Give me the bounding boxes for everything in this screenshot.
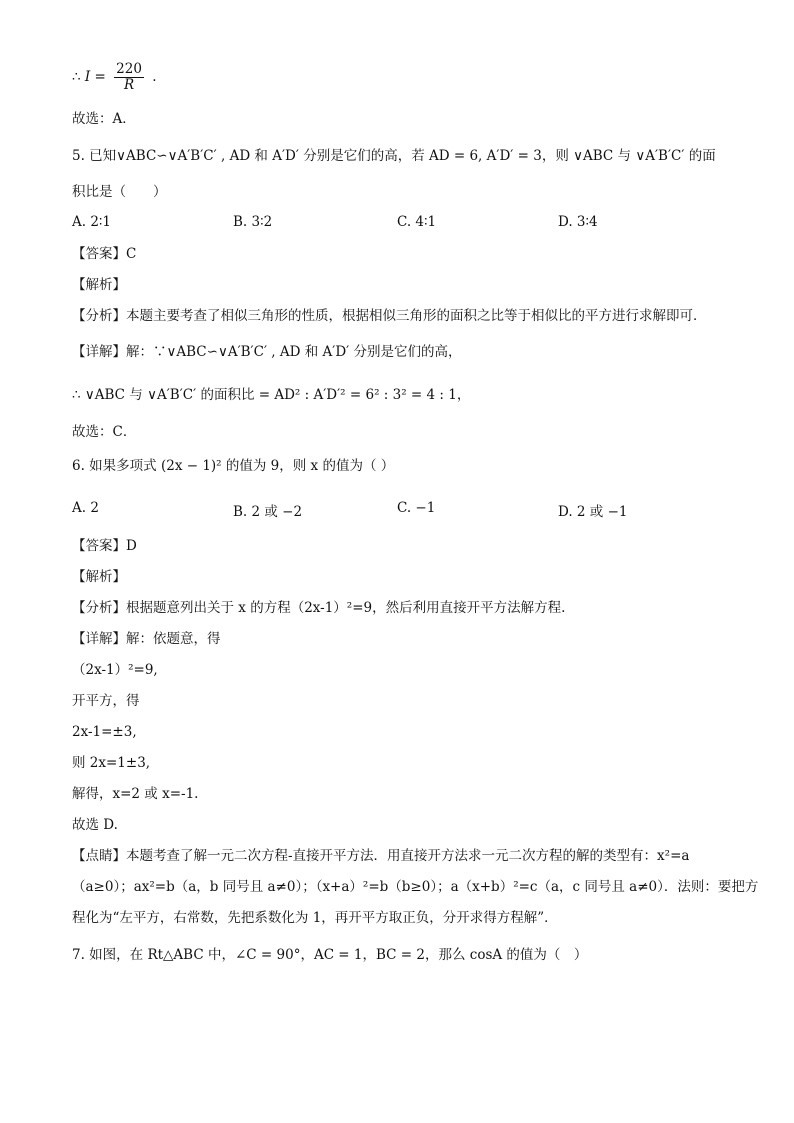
question-7-stem: 7. 如图，在 Rt△ABC 中，∠C = 90°，AC = 1，BC = 2，那么 cosA 的值为（ ） xyxy=(72,947,588,963)
question-6-stem: 6. 如果多项式 (2x − 1)² 的值为 9，则 x 的值为（ ） xyxy=(72,458,395,474)
detail-solution: 解得，x=2 或 x=-1. xyxy=(72,786,199,802)
analysis-heading: 【解析】 xyxy=(72,277,126,293)
answer-label: 【答案】D xyxy=(72,538,137,554)
choose-line: 故选：C． xyxy=(72,424,137,440)
detail-equation: 则 2x=1±3, xyxy=(72,755,151,771)
option-c: C. 4∶1 xyxy=(397,214,437,230)
text-line: 故选：A． xyxy=(72,111,136,127)
question-5-stem: 5. 已知∨ABC∽∨A′B′C′ , AD 和 A′D′ 分别是它们的高，若 AD = 6, A′D′ = 3，则 ∨ABC 与 ∨A′B′C′ 的面 xyxy=(72,148,716,164)
option-d: D. 2 或 −1 xyxy=(558,504,628,520)
option-b: B. 2 或 −2 xyxy=(233,504,303,520)
option-c: C. −1 xyxy=(397,500,436,516)
answer-label: 【答案】C xyxy=(72,246,137,262)
analysis-heading: 【解析】 xyxy=(72,569,126,585)
var-i: I xyxy=(84,69,91,85)
question-5-stem-cont: 积比是（ ） xyxy=(72,184,167,200)
fraction xyxy=(114,62,144,93)
option-d: D. 3∶4 xyxy=(558,214,598,230)
detail-equation: ∴ ∨ABC 与 ∨A′B′C′ 的面积比 = AD² : A′D′² = 6² : 3² = 4 : 1， xyxy=(72,387,471,403)
choose-line: 故选 D. xyxy=(72,817,118,833)
analysis-text: 【分析】本题主要考查了相似三角形的性质，根据相似三角形的面积之比等于相似比的平方进行求解即可． xyxy=(72,308,707,324)
detail-text: 【详解】解：∵∨ABC∽∨A′B′C′ , AD 和 A′D′ 分别是它们的高， xyxy=(72,344,462,360)
equals-sign: = xyxy=(90,69,111,85)
tip-text-cont: （a≥0）；ax²=b（a，b 同号且 a≠0）；（x+a）²=b（b≥0）；a（x+b）²=c（a，c 同号且 a≠0）．法则：要把方 xyxy=(72,879,759,895)
therefore-sign: ∴ xyxy=(72,69,85,85)
fraction-expression xyxy=(72,62,157,93)
option-a: A. 2 xyxy=(72,500,99,516)
period: . xyxy=(147,69,157,85)
tip-text: 【点睛】本题考查了解一元二次方程-直接开平方法．用直接开方法求一元二次方程的解的类型有：x²=a xyxy=(72,848,690,864)
option-b: B. 3∶2 xyxy=(233,214,273,230)
detail-text: 【详解】解：依题意，得 xyxy=(72,631,221,647)
analysis-text: 【分析】根据题意列出关于 x 的方程（2x-1）²=9，然后利用直接开平方法解方程. xyxy=(72,600,566,616)
detail-step: 开平方，得 xyxy=(72,693,140,709)
fraction-numerator: 220 xyxy=(116,61,142,77)
option-a: A. 2∶1 xyxy=(72,214,112,230)
fraction-denominator: R xyxy=(123,77,135,93)
detail-equation: （2x-1）²=9, xyxy=(72,662,158,678)
detail-equation: 2x-1=±3, xyxy=(72,724,137,740)
tip-text-cont: 程化为“左平方，右常数，先把系数化为 1，再开平方取正负，分开求得方程解”． xyxy=(72,910,558,926)
